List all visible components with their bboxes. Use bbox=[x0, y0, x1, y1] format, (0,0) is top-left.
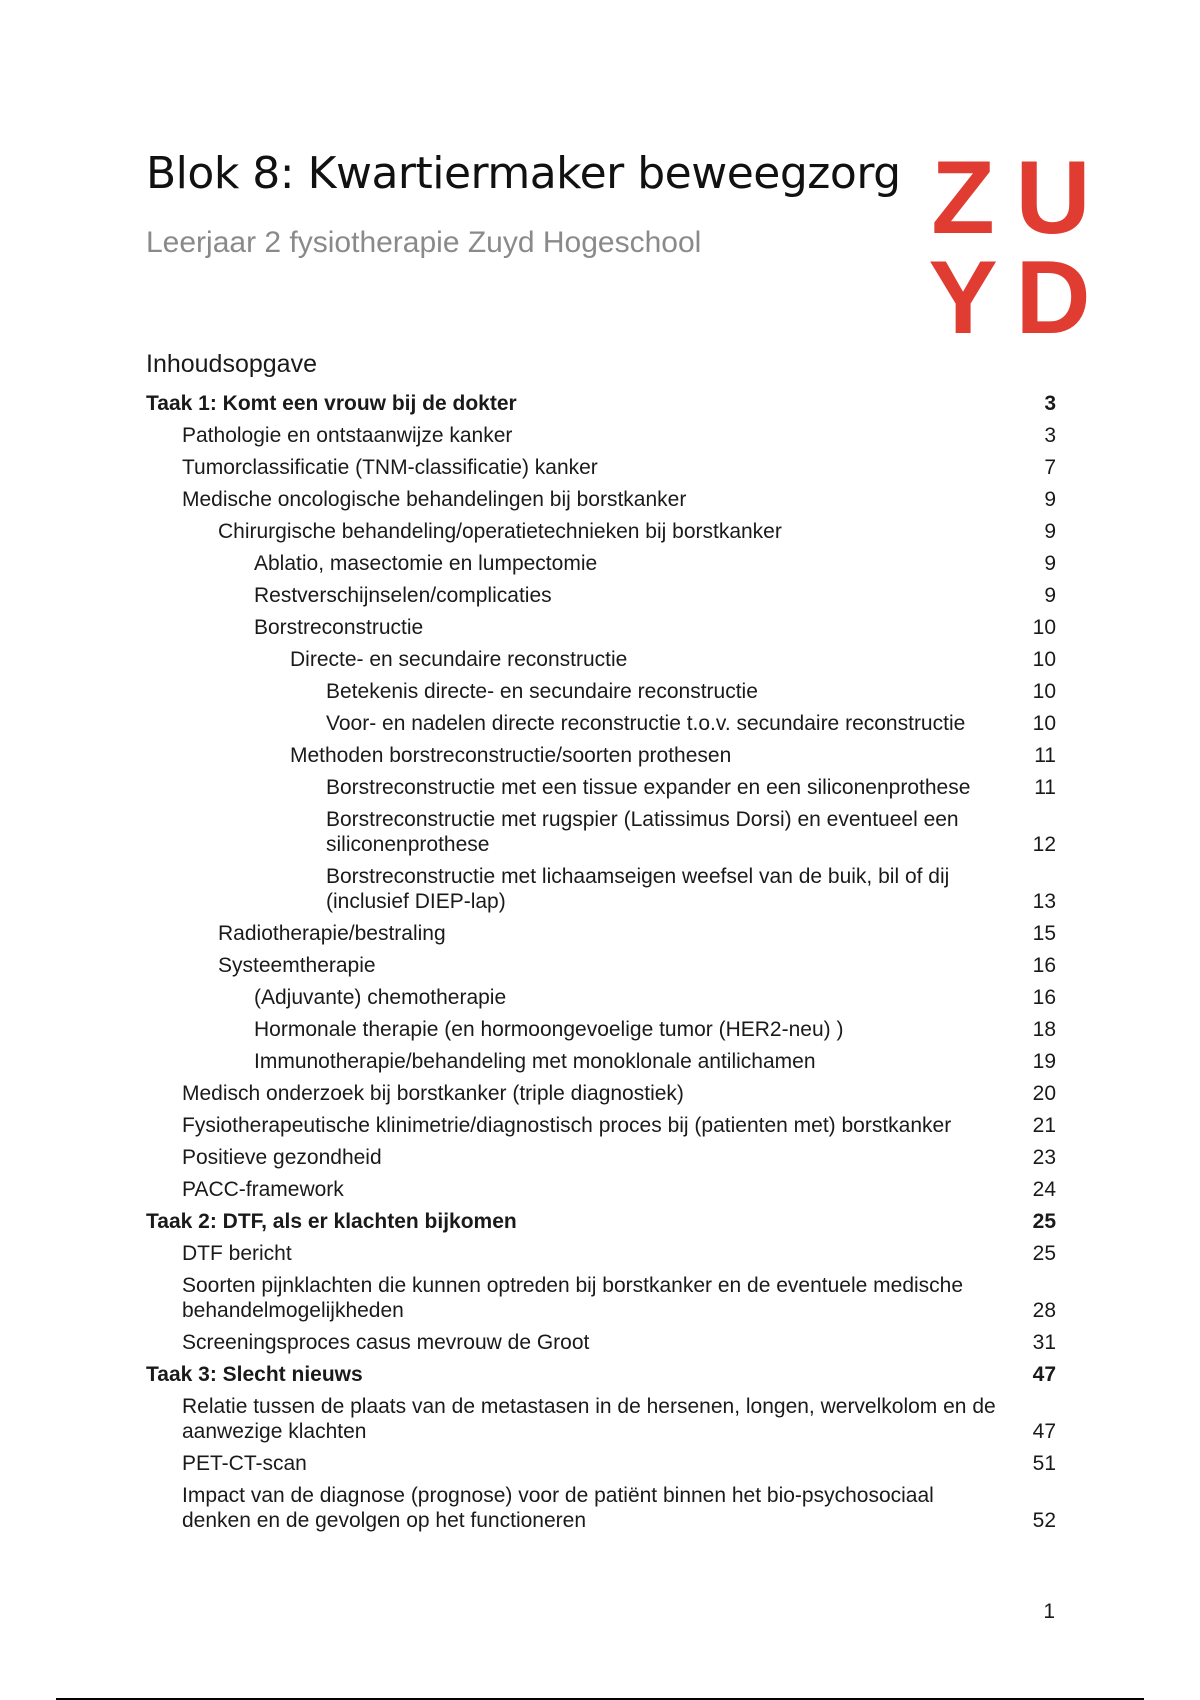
toc-entry-title: Hormonale therapie (en hormoongevoelige tumor (HER2-neu) ) bbox=[254, 1018, 844, 1041]
toc-entry[interactable] bbox=[146, 1046, 1056, 1078]
toc-entry-title: PET-CT-scan bbox=[182, 1452, 307, 1475]
toc-entry-title: Screeningsproces casus mevrouw de Groot bbox=[182, 1331, 590, 1354]
toc-entry-title: Voor- en nadelen directe reconstructie t.o.v. secundaire reconstructie bbox=[326, 712, 966, 735]
toc-entry[interactable] bbox=[146, 516, 1056, 548]
logo-letter: D bbox=[1015, 240, 1091, 356]
toc-entry-title: Ablatio, masectomie en lumpectomie bbox=[254, 552, 598, 575]
logo-letter: Z bbox=[931, 140, 995, 256]
toc-entry-title: Immunotherapie/behandeling met monoklonale antilichamen bbox=[254, 1050, 816, 1073]
toc-entry[interactable] bbox=[146, 1110, 1056, 1142]
toc-entry[interactable] bbox=[146, 708, 1056, 740]
toc-entry-title: Restverschijnselen/complicaties bbox=[254, 584, 552, 607]
toc-entry-page: 21 bbox=[1032, 1114, 1056, 1137]
toc-entry-page: 19 bbox=[1032, 1050, 1056, 1073]
toc-entry-title: Taak 1: Komt een vrouw bij de dokter bbox=[146, 392, 517, 415]
toc-section[interactable] bbox=[146, 388, 1056, 420]
toc-entry[interactable] bbox=[146, 548, 1056, 580]
toc-entry-page: 51 bbox=[1032, 1452, 1056, 1475]
toc-entry[interactable] bbox=[146, 1142, 1056, 1174]
toc-entry[interactable] bbox=[146, 1078, 1056, 1110]
toc-entry-page: 11 bbox=[1034, 744, 1056, 767]
toc-entry[interactable] bbox=[146, 1174, 1056, 1206]
toc-entry-title: Systeemtherapie bbox=[218, 954, 376, 977]
toc-entry-title: Medisch onderzoek bij borstkanker (triple diagnostiek) bbox=[182, 1082, 684, 1105]
toc-entry-page: 23 bbox=[1032, 1146, 1056, 1169]
toc-entry[interactable] bbox=[146, 1480, 1056, 1537]
toc-entry-page: 16 bbox=[1032, 986, 1056, 1009]
toc-entry-title: Borstreconstructie met rugspier (Latissimus Dorsi) en eventueel een siliconenprothese bbox=[326, 808, 959, 856]
toc-entry-page: 52 bbox=[1032, 1509, 1056, 1532]
toc-entry-title: Medische oncologische behandelingen bij borstkanker bbox=[182, 488, 687, 511]
toc-heading: Inhoudsopgave bbox=[146, 350, 317, 378]
toc-entry-page: 16 bbox=[1032, 954, 1056, 977]
toc-entry-page: 9 bbox=[1044, 552, 1056, 575]
logo-letter: Y bbox=[928, 240, 998, 356]
toc-entry-page: 12 bbox=[1032, 833, 1056, 856]
toc-entry-page: 7 bbox=[1044, 456, 1056, 479]
toc-entry-page: 24 bbox=[1032, 1178, 1056, 1201]
toc-entry-title: Borstreconstructie met lichaamseigen weefsel van de buik, bil of dij (inclusief DIEP-lap) bbox=[326, 865, 950, 913]
toc-entry-page: 25 bbox=[1032, 1210, 1056, 1233]
toc-entry-title: Borstreconstructie met een tissue expander en een siliconenprothese bbox=[326, 776, 971, 799]
toc-entry[interactable] bbox=[146, 804, 1056, 861]
toc-entry-page: 9 bbox=[1044, 584, 1056, 607]
toc-entry[interactable] bbox=[146, 580, 1056, 612]
toc-entry-title: Betekenis directe- en secundaire reconstructie bbox=[326, 680, 758, 703]
toc-entry[interactable] bbox=[146, 1238, 1056, 1270]
logo-letter: U bbox=[1015, 140, 1091, 256]
toc-entry-page: 15 bbox=[1032, 922, 1056, 945]
toc-entry[interactable] bbox=[146, 1391, 1056, 1448]
toc-entry[interactable] bbox=[146, 1270, 1056, 1327]
toc-entry[interactable] bbox=[146, 1448, 1056, 1480]
page-number: 1 bbox=[1043, 1600, 1055, 1623]
toc-entry-title: Relatie tussen de plaats van de metastasen in de hersenen, longen, wervelkolom en de aanwezige klachten bbox=[182, 1395, 996, 1443]
toc-entry-page: 9 bbox=[1044, 488, 1056, 511]
toc-entry-title: PACC-framework bbox=[182, 1178, 344, 1201]
toc-entry-page: 20 bbox=[1032, 1082, 1056, 1105]
toc-entry-title: Soorten pijnklachten die kunnen optreden bij borstkanker en de eventuele medische behandelmogelijkheden bbox=[182, 1274, 964, 1322]
toc-entry-page: 31 bbox=[1032, 1331, 1056, 1354]
toc-entry[interactable] bbox=[146, 452, 1056, 484]
toc-entry-page: 10 bbox=[1032, 616, 1056, 639]
toc-entry[interactable] bbox=[146, 676, 1056, 708]
toc-entry-title: Radiotherapie/bestraling bbox=[218, 922, 446, 945]
toc-entry[interactable] bbox=[146, 772, 1056, 804]
toc-entry[interactable] bbox=[146, 918, 1056, 950]
toc-entry[interactable] bbox=[146, 740, 1056, 772]
toc-entry-title: Tumorclassificatie (TNM-classificatie) kanker bbox=[182, 456, 598, 479]
toc-entry[interactable] bbox=[146, 420, 1056, 452]
toc-entry[interactable] bbox=[146, 950, 1056, 982]
toc-entry-title: Directe- en secundaire reconstructie bbox=[290, 648, 628, 671]
toc-entry-title: (Adjuvante) chemotherapie bbox=[254, 986, 507, 1009]
toc-entry-title: Impact van de diagnose (prognose) voor de patiënt binnen het bio-psychosociaal denken en de gevolgen op het functioneren bbox=[182, 1484, 934, 1532]
toc-entry-title: Methoden borstreconstructie/soorten prothesen bbox=[290, 744, 732, 767]
toc-section[interactable] bbox=[146, 1359, 1056, 1391]
toc-entry[interactable] bbox=[146, 644, 1056, 676]
toc-section[interactable] bbox=[146, 1206, 1056, 1238]
toc-entry-title: Chirurgische behandeling/operatietechnieken bij borstkanker bbox=[218, 520, 782, 543]
toc-entry-title: Taak 2: DTF, als er klachten bijkomen bbox=[146, 1210, 517, 1233]
toc-entry-page: 3 bbox=[1044, 392, 1056, 415]
toc-entry-page: 10 bbox=[1032, 712, 1056, 735]
toc-entry-page: 10 bbox=[1032, 680, 1056, 703]
toc-entry-page: 28 bbox=[1032, 1299, 1056, 1322]
table-of-contents bbox=[146, 388, 1056, 1537]
toc-entry[interactable] bbox=[146, 484, 1056, 516]
toc-entry-title: DTF bericht bbox=[182, 1242, 292, 1265]
document-title: Blok 8: Kwartiermaker beweegzorg bbox=[146, 148, 901, 199]
toc-entry-page: 25 bbox=[1032, 1242, 1056, 1265]
toc-entry-title: Fysiotherapeutische klinimetrie/diagnostisch proces bij (patienten met) borstkanker bbox=[182, 1114, 952, 1137]
zuyd-logo bbox=[918, 140, 1098, 356]
toc-entry-title: Positieve gezondheid bbox=[182, 1146, 382, 1169]
toc-entry-title: Borstreconstructie bbox=[254, 616, 424, 639]
toc-entry[interactable] bbox=[146, 861, 1056, 918]
toc-entry-page: 47 bbox=[1032, 1363, 1056, 1386]
toc-entry-title: Pathologie en ontstaanwijze kanker bbox=[182, 424, 513, 447]
toc-entry[interactable] bbox=[146, 982, 1056, 1014]
document-subtitle: Leerjaar 2 fysiotherapie Zuyd Hogeschool bbox=[146, 226, 702, 259]
toc-entry-page: 10 bbox=[1032, 648, 1056, 671]
toc-entry-page: 18 bbox=[1032, 1018, 1056, 1041]
toc-entry[interactable] bbox=[146, 612, 1056, 644]
toc-entry-page: 47 bbox=[1032, 1420, 1056, 1443]
toc-entry-title: Taak 3: Slecht nieuws bbox=[146, 1363, 363, 1386]
toc-entry[interactable] bbox=[146, 1014, 1056, 1046]
toc-entry[interactable] bbox=[146, 1327, 1056, 1359]
toc-entry-page: 11 bbox=[1034, 776, 1056, 799]
toc-entry-page: 3 bbox=[1044, 424, 1056, 447]
toc-entry-page: 9 bbox=[1044, 520, 1056, 543]
toc-entry-page: 13 bbox=[1032, 890, 1056, 913]
